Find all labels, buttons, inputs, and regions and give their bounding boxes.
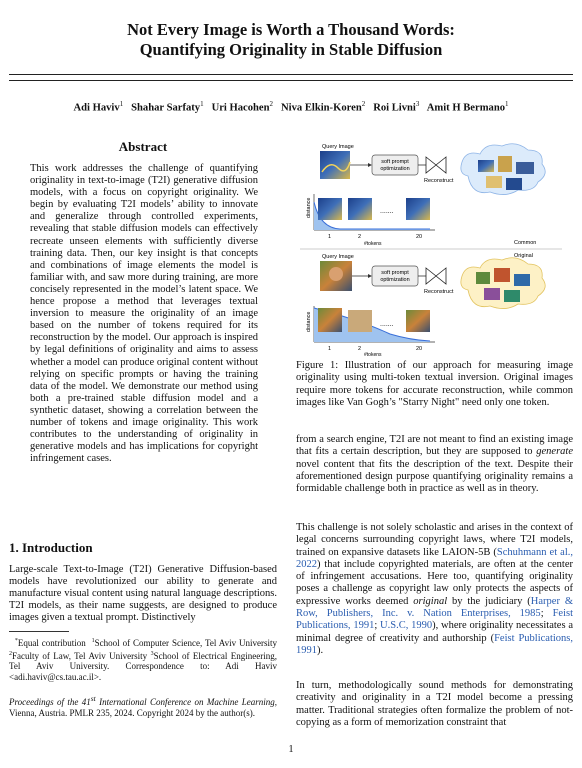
text-run: novel content that fits the description of the text. Despite their aforementioned design purpose quantifying originality remains a formidable challenge both in practice as well as in theory. xyxy=(296,458,573,495)
figure-caption: Figure 1: Illustration of our approach for measuring image originality using multi-token textual inversion. Original images require more tokens for accurate reconstruction, while common images like Van Gogh’s "Starry Night" need only one token. xyxy=(296,360,573,408)
author-list xyxy=(0,100,582,114)
top-axis-x-label: #tokens xyxy=(364,241,382,247)
author-affil: 1 xyxy=(200,100,204,108)
author-name: Uri Hacohen xyxy=(211,102,270,114)
footnote: *Equal contribution $^1$School of Computer Science, Tel Aviv University $^2$Faculty of Law, Tel Aviv University $^3$School of Electrical Engineering, Tel Aviv University. Correspondence to: Adi Haviv <adi.haviv@cs.tau.ac.il>. xyxy=(9,638,278,682)
cloud-thumbnail xyxy=(516,162,534,174)
citation-link[interactable]: Feist Publications, 1991 xyxy=(296,632,573,656)
text-emphasis: generate xyxy=(536,446,573,458)
cloud-thumbnail xyxy=(484,288,500,300)
top-tick-label: 2 xyxy=(358,234,362,240)
portrait-face xyxy=(329,267,343,281)
right-paragraph-1 xyxy=(296,434,573,495)
top-optimizer-box xyxy=(372,155,418,175)
author-affil: 1 xyxy=(119,100,124,108)
text-run: ). xyxy=(317,644,324,656)
cloud-thumbnail xyxy=(494,268,510,282)
cloud-thumbnail xyxy=(498,156,512,172)
citation-link[interactable]: U.S.C, 1990 xyxy=(380,620,433,632)
title-line-2: Quantifying Originality in Stable Diffusion xyxy=(139,40,443,59)
top-tick-label: 1 xyxy=(328,234,332,240)
cloud-thumbnail xyxy=(478,160,494,172)
proceedings-ordinal-suffix: st xyxy=(90,694,96,703)
top-reconstruct-label: Reconstruct xyxy=(424,178,454,184)
proceedings-ordinal: 41 xyxy=(81,697,91,707)
footnote-affil-2: Faculty of Law, Tel Aviv University xyxy=(12,650,148,661)
arrow-head-icon xyxy=(368,163,372,167)
author-affil: 3 xyxy=(415,100,420,108)
author-name: Roi Livni xyxy=(373,102,416,114)
reconstruction-thumbnail xyxy=(318,198,342,220)
intro-paragraph: Large-scale Text-to-Image (T2I) Generative Diffusion-based models have revolutionized our ability to generate and manufacture visual content using natural language descriptions. T2I models, as their name suggests, are designed to produce images given a textual prompt. Distinctively xyxy=(9,564,277,624)
bottom-tick-label: 1 xyxy=(328,346,332,352)
author-name: Niva Elkin-Koren xyxy=(280,102,362,114)
reconstruction-thumbnail xyxy=(348,198,372,220)
top-tick-label: 20 xyxy=(416,234,423,240)
figure-1 xyxy=(300,142,562,356)
bottom-query-label: Query Image xyxy=(322,254,354,260)
abstract-text: This work addresses the challenge of quantifying originality in text-to-image (T2I) generative diffusion models, with a focus on copyright originality. We begin by evaluating T2I models’ ability to innovate and generalize through controlled experiments, revealing that stable diffusion models can effectively recreate unseen elements with sufficiently diverse training data. Then, our key insight is that concepts and combinations of image elements the model is familiar with, and saw more during training, are more concisely represented in the model’s latent space. We hence propose a method that leverages textual inversion to measure the originality of an image based on the number of tokens required for its reconstruction by the model. Our approach is inspired by legal definitions of originality and aims to assess whether a model can produce original content without relying on specific prompts or having the training data of the model. We demonstrate our method using both a pre-trained stable diffusion model and a synthetic dataset, showing a correlation between the number of tokens and image originality. This work contributes to the understanding of originality in generative models and has implications for copyright infringement cases. xyxy=(30,163,258,465)
citation-link[interactable]: Feist Publications, 1991 xyxy=(296,608,574,632)
author-name: Amit H Bermano xyxy=(426,102,506,114)
reconstruction-thumbnail xyxy=(406,310,430,332)
abstract-heading: Abstract xyxy=(118,139,168,154)
ellipsis-dots: ....... xyxy=(380,208,394,215)
author-affil: 1 xyxy=(505,100,509,108)
proceedings-venue: International Conference on Machine Learning xyxy=(99,697,275,707)
arrow-head-icon xyxy=(368,274,372,278)
cloud-thumbnail xyxy=(514,274,530,286)
footnote-equal: Equal contribution xyxy=(17,638,86,648)
footnote-rule xyxy=(9,631,69,632)
text-run: ; xyxy=(540,608,553,620)
citation-link[interactable]: Harper & Row, Publishers, Inc. v. Nation Enterprises, 1985 xyxy=(296,595,573,620)
decoder-icon xyxy=(436,268,446,284)
citation-link[interactable]: Schuhmann et al., 2022 xyxy=(296,546,573,570)
reconstruction-thumbnail xyxy=(406,198,430,220)
bottom-tick-label: 20 xyxy=(416,346,423,352)
bottom-tick-label: 2 xyxy=(358,346,362,352)
page-number: 1 xyxy=(288,744,294,755)
decoder-icon xyxy=(426,157,436,173)
cloud-original xyxy=(461,258,545,309)
proceedings-details: , Vienna, Austria. PMLR 235, 2024. Copyright 2024 by the author(s). xyxy=(9,697,278,718)
top-box-label-1: soft prompt xyxy=(381,159,409,165)
top-query-label: Query Image xyxy=(322,144,354,150)
bottom-box-label-1: soft prompt xyxy=(381,270,409,276)
top-right-label: Common xyxy=(514,240,537,246)
bottom-box-label-2: optimization xyxy=(380,277,410,283)
text-run: This challenge is not solely scholastic and arises in the context of legal concerns surrounding copyright laws, where T2I models, trained on expansive datasets like LAION-5B ( xyxy=(296,522,573,558)
proceedings-note xyxy=(9,694,277,718)
top-box-label-2: optimization xyxy=(380,166,410,172)
author-name: Shahar Sarfaty xyxy=(131,102,201,114)
footnote-affil-1: School of Computer Science, Tel Aviv University xyxy=(94,638,278,648)
bottom-axis-y-label: distance xyxy=(306,311,312,332)
text-run: ; xyxy=(374,620,381,632)
cloud-thumbnail xyxy=(486,176,502,188)
right-paragraph-2 xyxy=(296,522,573,657)
right-paragraph-3: In turn, methodologically sound methods for demonstrating creativity and originality in a T2I model become a pressing matter. Traditional strategies often formalize the problem of not-copying as a form of memorization constraint that xyxy=(296,680,573,728)
reconstruction-thumbnail xyxy=(348,310,372,332)
author-affil: 2 xyxy=(269,100,274,108)
text-run: from a search engine, T2I are not meant to find an existing image that fits a certain description, but they are supposed to xyxy=(296,434,573,458)
bottom-reconstruct-label: Reconstruct xyxy=(424,289,454,295)
title-top-rule xyxy=(9,74,573,75)
author-affil: 2 xyxy=(361,100,366,108)
text-run: by the judiciary ( xyxy=(447,595,531,607)
title-line-1: Not Every Image is Worth a Thousand Words: xyxy=(127,20,455,39)
text-run: ) that include copyrighted materials, are often at the center of infringement accusations. Here too, quantifying originality poses a challenge as copyright law only protects the aspects of expressive works deemed xyxy=(296,558,573,607)
text-emphasis: original xyxy=(413,595,448,607)
cloud-thumbnail xyxy=(476,272,490,284)
title-bottom-rule xyxy=(9,80,573,81)
bottom-axis-x-label: #tokens xyxy=(364,352,382,356)
paper-title xyxy=(0,20,582,60)
cloud-thumbnail xyxy=(504,290,520,302)
text-run: ), where originality necessitates a minimal degree of creativity and authorship ( xyxy=(296,620,573,644)
top-axis-y-label: distance xyxy=(306,197,312,218)
decoder-icon xyxy=(436,157,446,173)
author-name: Adi Haviv xyxy=(73,102,120,114)
section-heading-introduction: 1. Introduction xyxy=(9,540,93,555)
cloud-thumbnail xyxy=(506,178,522,190)
decoder-icon xyxy=(426,268,436,284)
proceedings-prefix: Proceedings of the xyxy=(9,697,79,707)
footnote-affil-3: School of Electrical Engineering, Tel Aviv University. Correspondence to: Adi Haviv <adi.haviv@cs.tau.ac.il>. xyxy=(9,650,277,682)
bottom-optimizer-box xyxy=(372,266,418,286)
bottom-right-label: Original xyxy=(514,253,533,259)
ellipsis-dots: ....... xyxy=(380,321,394,328)
reconstruction-thumbnail xyxy=(318,308,342,332)
